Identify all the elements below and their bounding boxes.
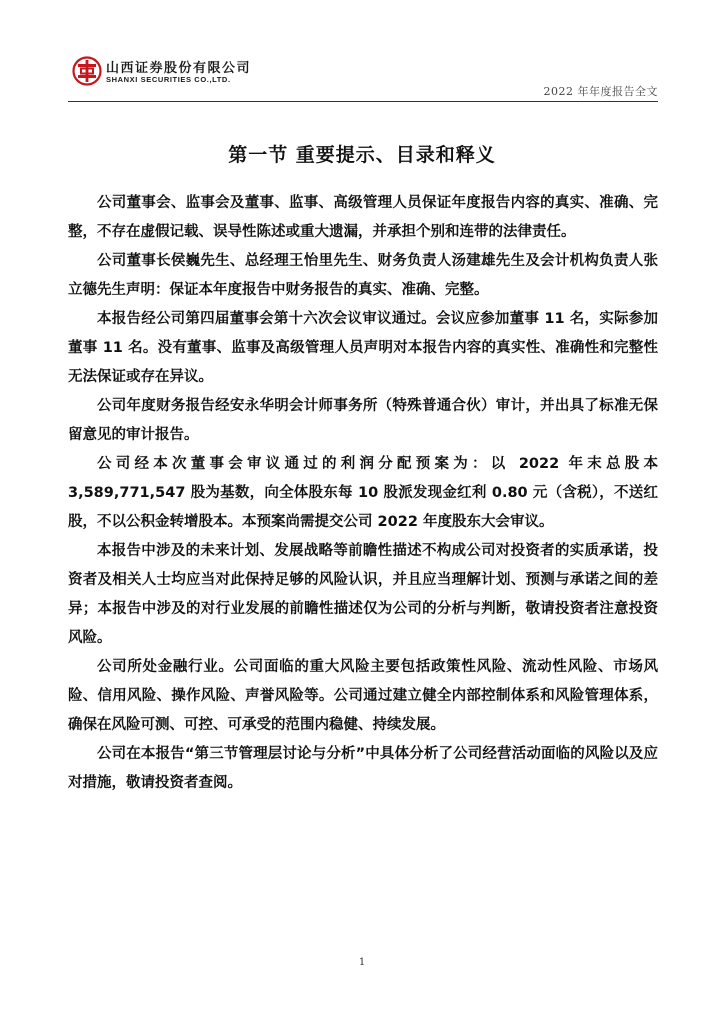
- paragraph: 公司所处金融行业。公司面临的重大风险主要包括政策性风险、流动性风险、市场风险、信用风险、操作风险、声誉风险等。公司通过建立健全内部控制体系和风险管理体系，确保在风险可测、可控、可承受的范围内稳健、持续发展。: [68, 659, 658, 733]
- company-name-cn: 山西证券股份有限公司: [106, 61, 252, 76]
- paragraph: 公司年度财务报告经安永华明会计师事务所（特殊普通合伙）审计，并出具了标准无保留意见的审计报告。: [68, 398, 658, 443]
- company-name-en: SHANXI SECURITIES CO.,LTD.: [106, 75, 231, 84]
- header-divider: [68, 101, 658, 102]
- company-logo-icon: [72, 56, 102, 86]
- paragraph: 公司在本报告“第三节管理层讨论与分析”中具体分析了公司经营活动面临的风险以及应对措施，敬请投资者查阅。: [68, 746, 658, 791]
- paragraph: 公司经本次董事会审议通过的利润分配预案为：以 2022 年末总股本 3,589,771,547 股为基数，向全体股东每 10 股派发现金红利 0.80 元（含税），不送红股，不以公积金转增股本。本预案尚需提交公司 2022 年度股东大会审议。: [68, 456, 658, 530]
- body-text: [68, 189, 658, 798]
- paragraph: 本报告中涉及的未来计划、发展战略等前瞻性描述不构成公司对投资者的实质承诺，投资者及相关人士均应当对此保持足够的风险认识，并且应当理解计划、预测与承诺之间的差异；本报告中涉及的对行业发展的前瞻性描述仅为公司的分析与判断，敬请投资者注意投资风险。: [68, 543, 658, 646]
- paragraph: 公司董事长侯巍先生、总经理王怡里先生、财务负责人汤建雄先生及会计机构负责人张立德先生声明：保证本年度报告中财务报告的真实、准确、完整。: [68, 253, 658, 298]
- section-title: 第一节 重要提示、目录和释义: [228, 144, 496, 166]
- page-number: 1: [358, 957, 366, 968]
- paragraph: 公司董事会、监事会及董事、监事、高级管理人员保证年度报告内容的真实、准确、完整，不存在虚假记载、误导性陈述或重大遗漏，并承担个别和连带的法律责任。: [68, 195, 658, 240]
- page-header: [68, 56, 658, 102]
- paragraph: 本报告经公司第四届董事会第十六次会议审议通过。会议应参加董事 11 名，实际参加董事 11 名。没有董事、监事及高级管理人员声明对本报告内容的真实性、准确性和完整性无法保证或存在异议。: [68, 311, 658, 385]
- report-label: 2022 年年度报告全文: [543, 85, 658, 98]
